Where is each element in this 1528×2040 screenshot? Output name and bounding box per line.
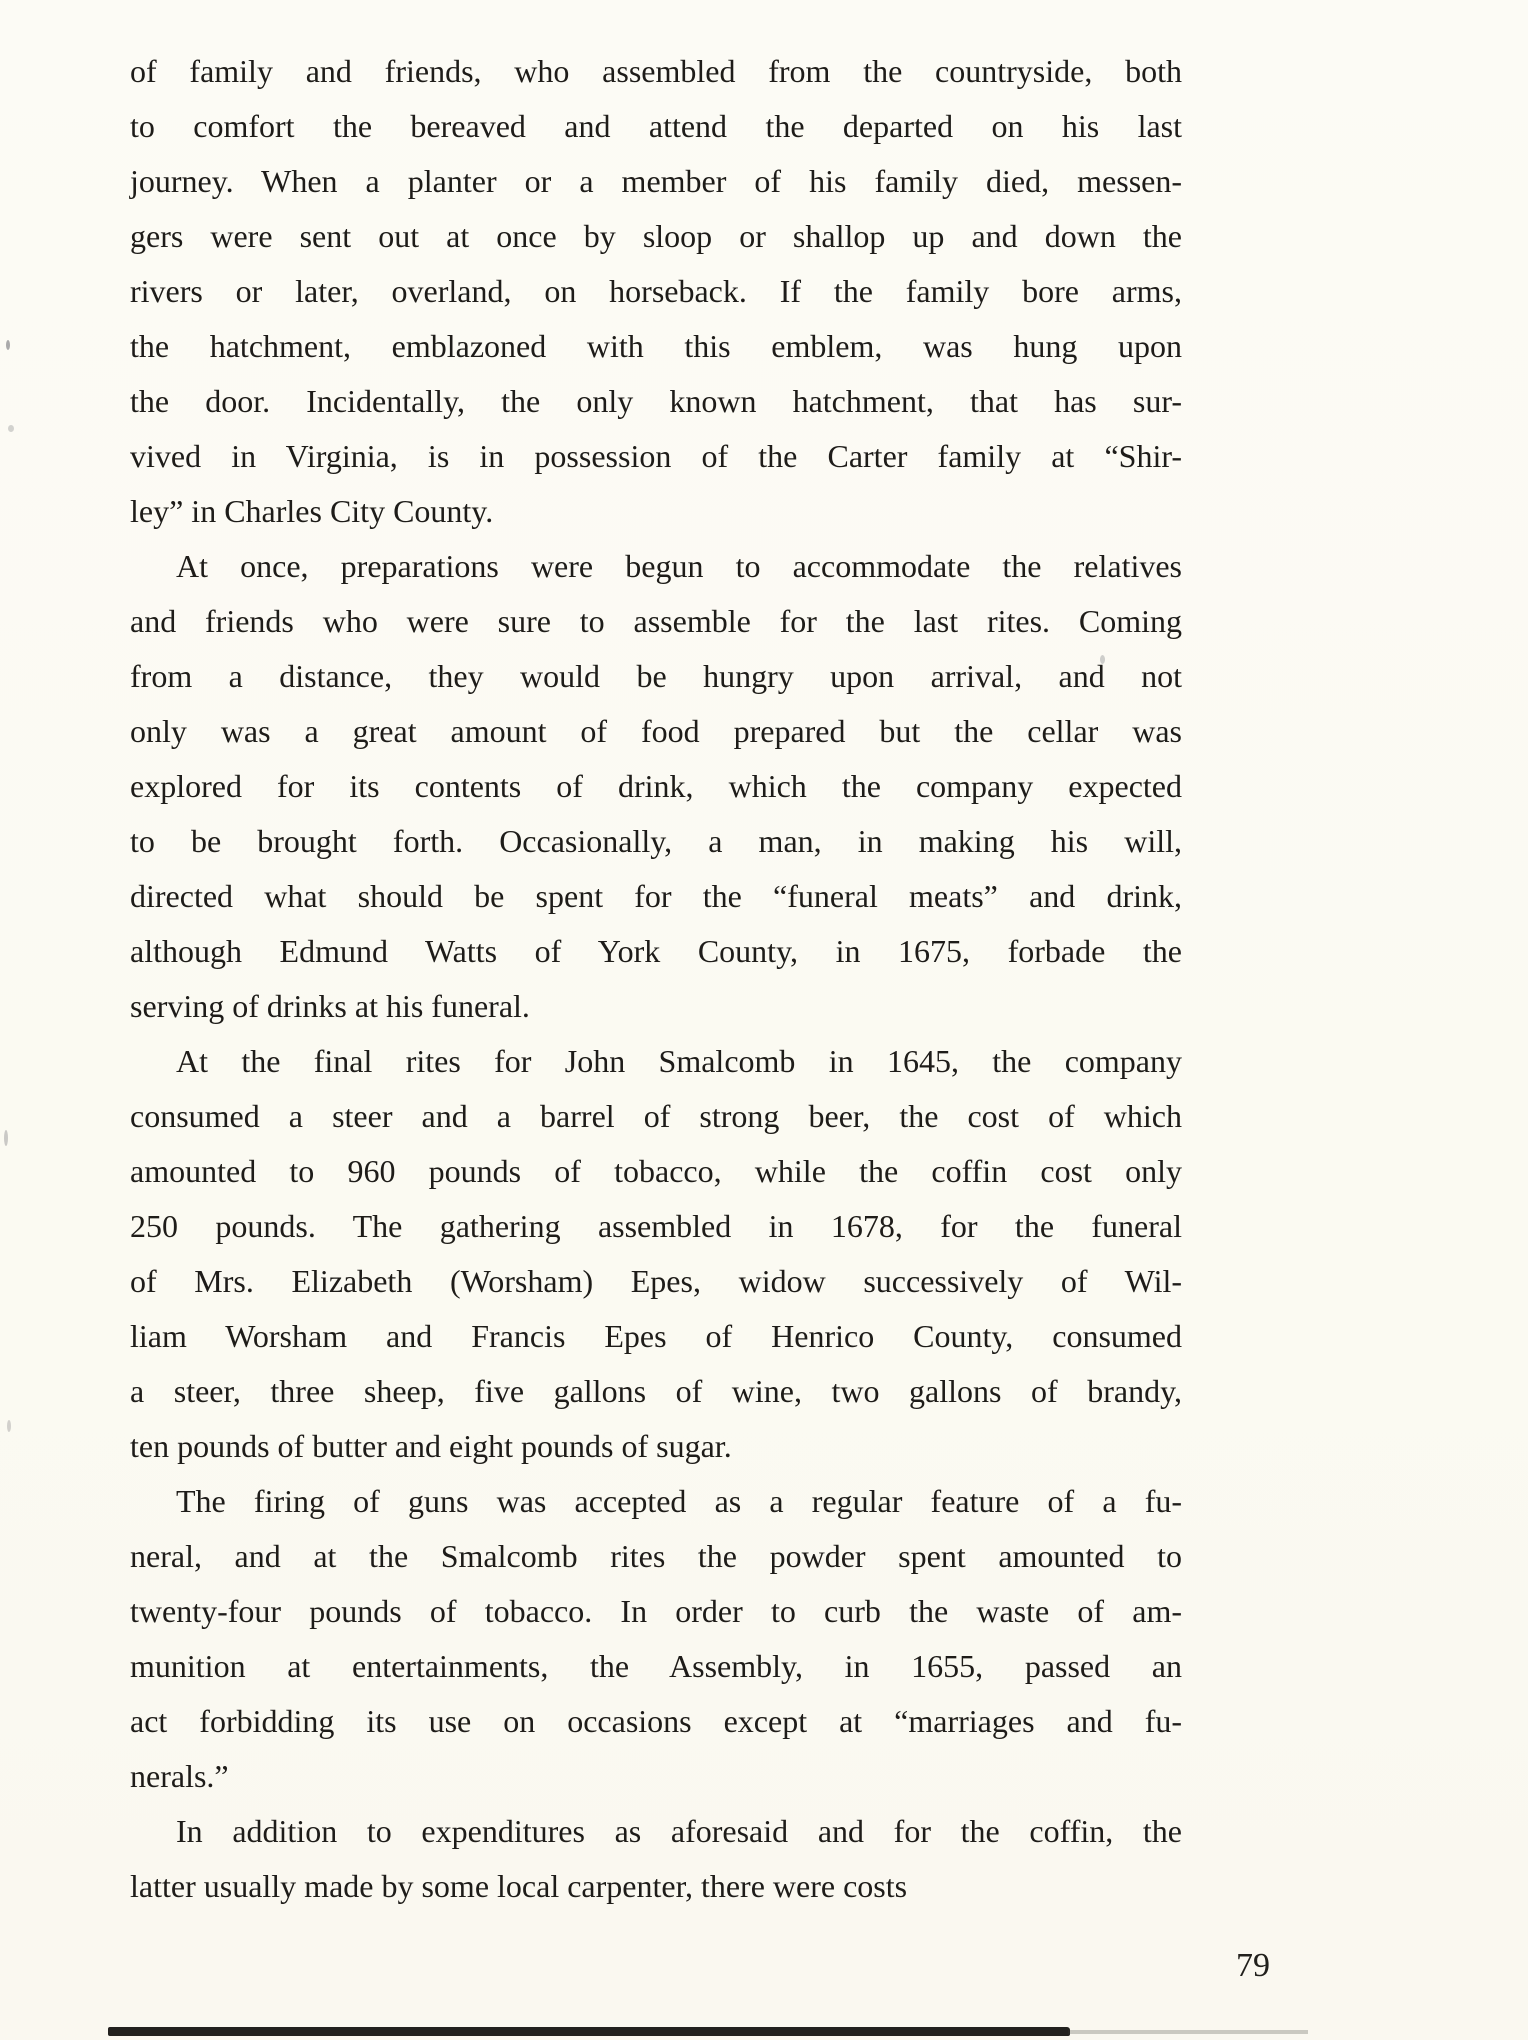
text-line: of family and friends, who assembled from the countryside, both xyxy=(130,53,1182,89)
text-line: serving of drinks at his funeral. xyxy=(130,988,530,1024)
text-line: although Edmund Watts of York County, in 1675, forbade the xyxy=(130,933,1182,969)
paragraph xyxy=(130,1804,1182,1914)
text-line: neral, and at the Smalcomb rites the powder spent amounted to xyxy=(130,1538,1182,1574)
text-line: directed what should be spent for the “funeral meats” and drink, xyxy=(130,878,1182,914)
text-line: In addition to expenditures as aforesaid and for the coffin, the xyxy=(176,1813,1182,1849)
scan-speck xyxy=(4,1130,8,1146)
text-line: rivers or later, overland, on horseback. If the family bore arms, xyxy=(130,273,1182,309)
text-line: vived in Virginia, is in possession of the Carter family at “Shir- xyxy=(130,438,1182,474)
text-line: the hatchment, emblazoned with this emblem, was hung upon xyxy=(130,328,1182,364)
text-line: to be brought forth. Occasionally, a man, in making his will, xyxy=(130,823,1182,859)
text-block xyxy=(130,44,1182,1914)
paragraph xyxy=(130,44,1182,539)
text-line: act forbidding its use on occasions except at “marriages and fu- xyxy=(130,1703,1182,1739)
text-line: ten pounds of butter and eight pounds of sugar. xyxy=(130,1428,732,1464)
text-line: nerals.” xyxy=(130,1758,229,1794)
text-line: consumed a steer and a barrel of strong beer, the cost of which xyxy=(130,1098,1182,1134)
text-line: explored for its contents of drink, which the company expected xyxy=(130,768,1182,804)
paragraph xyxy=(130,1034,1182,1474)
text-line: At the final rites for John Smalcomb in 1645, the company xyxy=(176,1043,1182,1079)
text-line: the door. Incidentally, the only known hatchment, that has sur- xyxy=(130,383,1182,419)
text-line: to comfort the bereaved and attend the departed on his last xyxy=(130,108,1182,144)
scan-speck xyxy=(8,425,14,432)
text-line: from a distance, they would be hungry upon arrival, and not xyxy=(130,658,1182,694)
paragraph xyxy=(130,1474,1182,1804)
scan-speck xyxy=(6,340,10,350)
text-line: At once, preparations were begun to accommodate the relatives xyxy=(176,548,1182,584)
text-line: of Mrs. Elizabeth (Worsham) Epes, widow successively of Wil- xyxy=(130,1263,1182,1299)
text-line: amounted to 960 pounds of tobacco, while the coffin cost only xyxy=(130,1153,1182,1189)
scan-edge-artifact-faint xyxy=(1068,2030,1308,2034)
text-line: a steer, three sheep, five gallons of wine, two gallons of brandy, xyxy=(130,1373,1182,1409)
scan-speck xyxy=(7,1420,11,1432)
text-line: The firing of guns was accepted as a regular feature of a fu- xyxy=(176,1483,1182,1519)
text-line: liam Worsham and Francis Epes of Henrico County, consumed xyxy=(130,1318,1182,1354)
text-line: and friends who were sure to assemble for the last rites. Coming xyxy=(130,603,1182,639)
text-line: ley” in Charles City County. xyxy=(130,493,494,529)
scan-speck xyxy=(1100,655,1105,664)
page-number: 79 xyxy=(1236,1947,1270,1984)
text-line: only was a great amount of food prepared but the cellar was xyxy=(130,713,1182,749)
text-line: journey. When a planter or a member of his family died, messen- xyxy=(130,163,1182,199)
text-line: gers were sent out at once by sloop or shallop up and down the xyxy=(130,218,1182,254)
paragraph xyxy=(130,539,1182,1034)
text-line: latter usually made by some local carpenter, there were costs xyxy=(130,1868,908,1904)
text-line: 250 pounds. The gathering assembled in 1678, for the funeral xyxy=(130,1208,1182,1244)
scan-edge-artifact xyxy=(108,2027,1070,2036)
text-line: munition at entertainments, the Assembly, in 1655, passed an xyxy=(130,1648,1182,1684)
text-line: twenty-four pounds of tobacco. In order to curb the waste of am- xyxy=(130,1593,1182,1629)
